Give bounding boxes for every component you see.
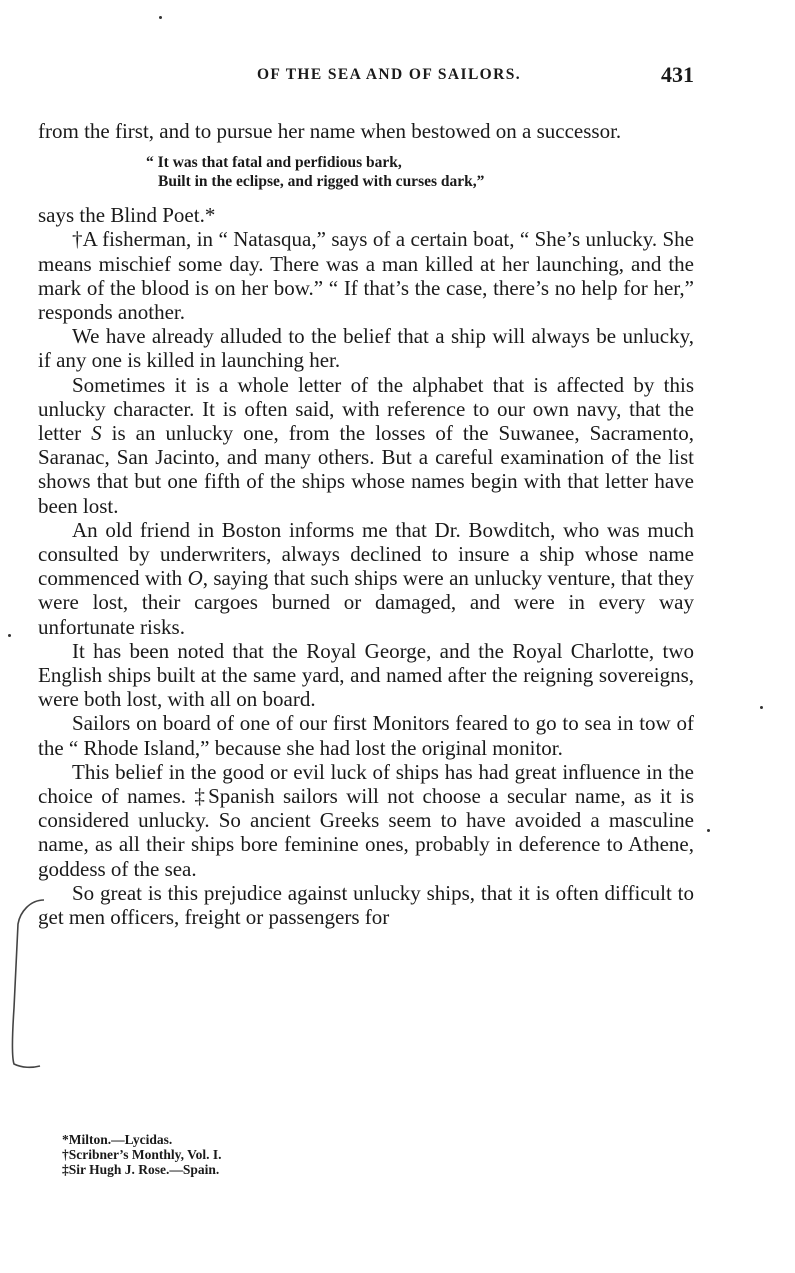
paragraph-letter-s [38,373,694,518]
footnote-2: †Scribner’s Monthly, Vol. I. [62,1147,222,1162]
paragraph-letter-s-text-b: is an unlucky one, from the losses of the Suwanee, Sacramento, Saranac, San Jacinto, and many others. But a careful examination of the list shows that but one fifth of the ships whose names begin with that letter have been lost. [38,421,694,518]
running-head: OF THE SEA AND OF SAILORS. [256,66,522,83]
paragraph-names: This belief in the good or evil luck of ships has had great influence in the choice of names. ‡Spanish sailors will not choose a secular name, as it is considered unlucky. So ancient Greeks seem to have avoided a masculine name, as all their ships bore feminine ones, probably in deference to Athene, goddess of the sea. [38,759,694,881]
letter-o: O [187,566,203,591]
margin-bracket-mark [8,898,48,1070]
page-header [38,64,694,92]
paragraph-bowditch [38,518,694,639]
body-text [38,119,694,929]
scan-speck [8,634,11,637]
footnote-3: ‡Sir Hugh J. Rose.—Spain. [62,1162,220,1177]
scan-speck [707,829,710,832]
verse-quotation [38,153,694,191]
paragraph-bowditch-text-a: An old friend in Boston informs me that Dr. Bowditch, who was much consulted by underwriters, always declined to insure a ship whose name commenced with [38,517,694,591]
letter-s: S [91,421,102,446]
quote-line-1: “ It was that fatal and perfidious bark, [146,154,402,172]
scan-speck [760,706,763,709]
quote-line-2: Built in the eclipse, and rigged with curses dark,” [158,173,485,191]
paragraph-fisherman: †A fisherman, in “ Natasqua,” says of a certain boat, “ She’s unlucky. She means mischief some day. There was a man killed at her launching, and the mark of the blood is on her bow.” “ If that’s the case, there’s no help for her,” responds another. [38,227,694,325]
paragraph-continuation: from the first, and to pursue her name when bestowed on a successor. [38,119,622,143]
footnote-1: *Milton.—Lycidas. [62,1132,173,1147]
scan-speck [159,16,162,19]
paragraph-monitors: Sailors on board of one of our first Monitors feared to go to sea in tow of the “ Rhode Island,” because she had lost the original monitor. [38,711,694,760]
paragraph-letter-s-text-a: Sometimes it is a whole letter of the alphabet that is affected by this unlucky character. It is often said, with reference to our own navy, that the letter [38,372,694,446]
paragraph-attribution: says the Blind Poet.* [38,203,216,228]
paragraph-bowditch-text-b: , saying that such ships were an unlucky venture, that they were lost, their cargoes burned or damaged, and were in every way unfortunate risks. [38,566,694,639]
paragraph-royal-george: It has been noted that the Royal George, and the Royal Charlotte, two English ships built at the same yard, and named after the reigning sovereigns, were both lost, with all on board. [38,638,694,712]
paragraph-launching: We have already alluded to the belief that a ship will always be unlucky, if any one is killed in launching her. [38,324,694,373]
paragraph-prejudice: So great is this prejudice against unlucky ships, that it is often difficult to get men officers, freight or passengers for [38,880,694,930]
footnotes [62,1132,222,1177]
page-number: 431 [661,62,694,87]
